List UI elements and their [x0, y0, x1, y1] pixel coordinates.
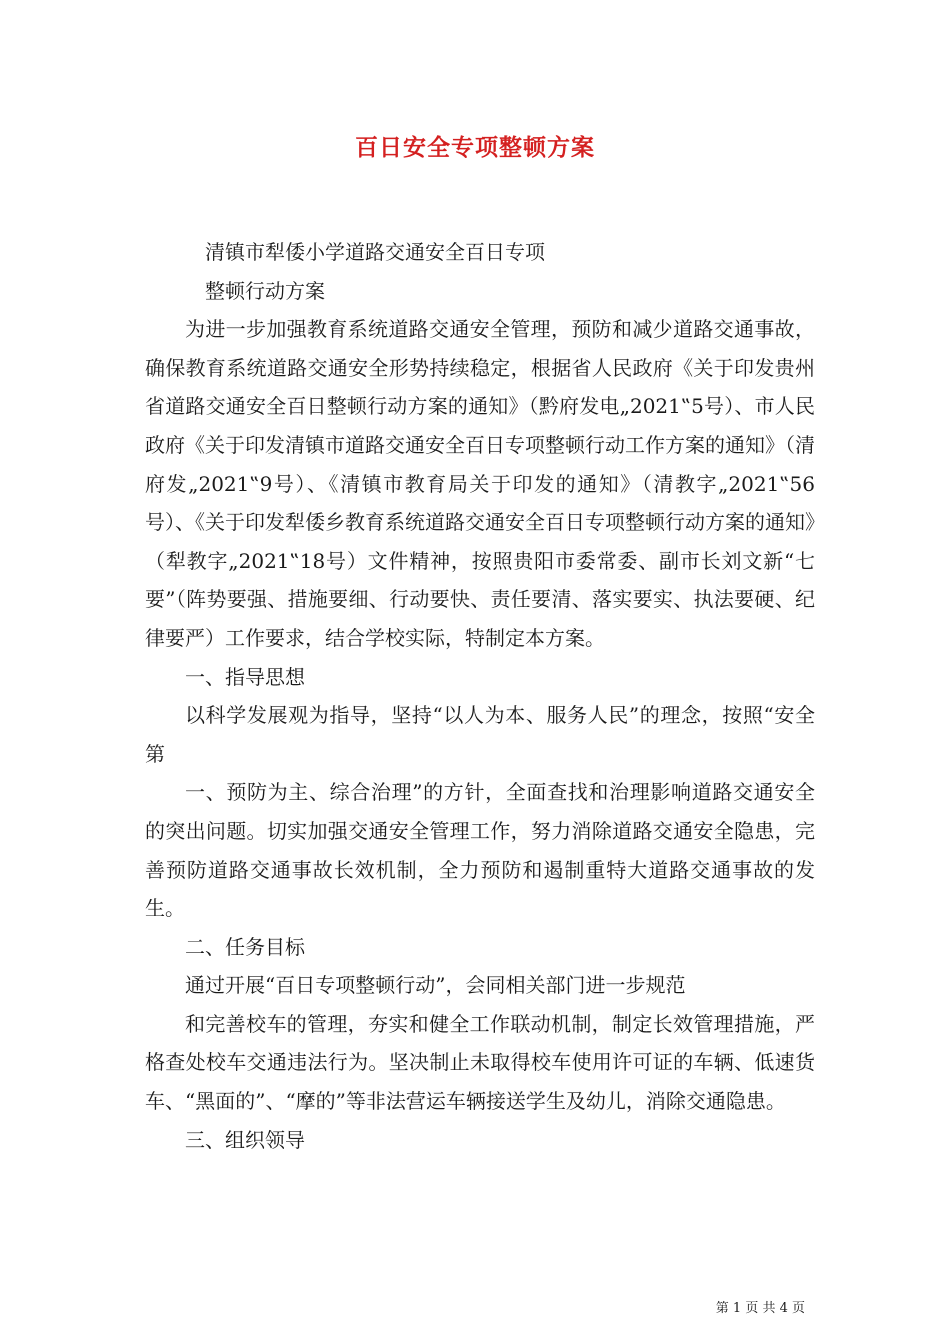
section-heading-task-goals: 二、任务目标: [185, 934, 305, 959]
paragraph-guiding-thought: 以科学发展观为指导，坚持“以人为本、服务人民”的理念，按照“安全第: [145, 703, 815, 766]
paragraph-intro: 为进一步加强教育系统道路交通安全管理，预防和减少道路交通事故，确保教育系统道路交通安全形势持续稳定，根据省人民政府《关于印发贵州省道路交通安全百日整顿行动方案的通知》（黔府发电„2021‟5号）、市人民政府《关于印发清镇市道路交通安全百日专项整顿行动工作方案的通知》（清府发„2021‟9号）、《清镇市教育局关于印发的通知》（清教字„2021‟56号）、《关于印发犁倭乡教育系统道路交通安全百日专项整顿行动方案的通知》（犁教字„2021‟18号）文件精神，按照贵阳市委常委、副市长刘文新“七要”（阵势要强、措施要细、行动要快、责任要清、落实要实、执法要硬、纪律要严）工作要求，结合学校实际，特制定本方案。: [145, 317, 815, 650]
page-number: 第 1 页 共 4 页: [715, 1301, 805, 1316]
subtitle-line-2: 整顿行动方案: [205, 278, 325, 303]
document-body: [145, 233, 815, 1159]
section-heading-organization: 三、组织领导: [185, 1127, 305, 1152]
subtitle-line-1: 清镇市犁倭小学道路交通安全百日专项: [205, 240, 545, 264]
paragraph-task-goals-cont: 和完善校车的管理，夯实和健全工作联动机制，制定长效管理措施，严格查处校车交通违法行为。坚决制止未取得校车使用许可证的车辆、低速货车、“黑面的”、“摩的”等非法营运车辆接送学生及幼儿，消除交通隐患。: [145, 1011, 815, 1114]
section-heading-guiding-thought: 一、指导思想: [185, 664, 305, 689]
document-title: 百日安全专项整顿方案: [355, 134, 595, 161]
paragraph-guiding-thought-cont: 一、预防为主、综合治理”的方针，全面查找和治理影响道路交通安全的突出问题。切实加强交通安全管理工作，努力消除道路交通安全隐患，完善预防道路交通事故长效机制，全力预防和遏制重特大道路交通事故的发生。: [145, 780, 815, 921]
paragraph-task-goals: 通过开展“百日专项整顿行动”，会同相关部门进一步规范: [185, 973, 686, 998]
